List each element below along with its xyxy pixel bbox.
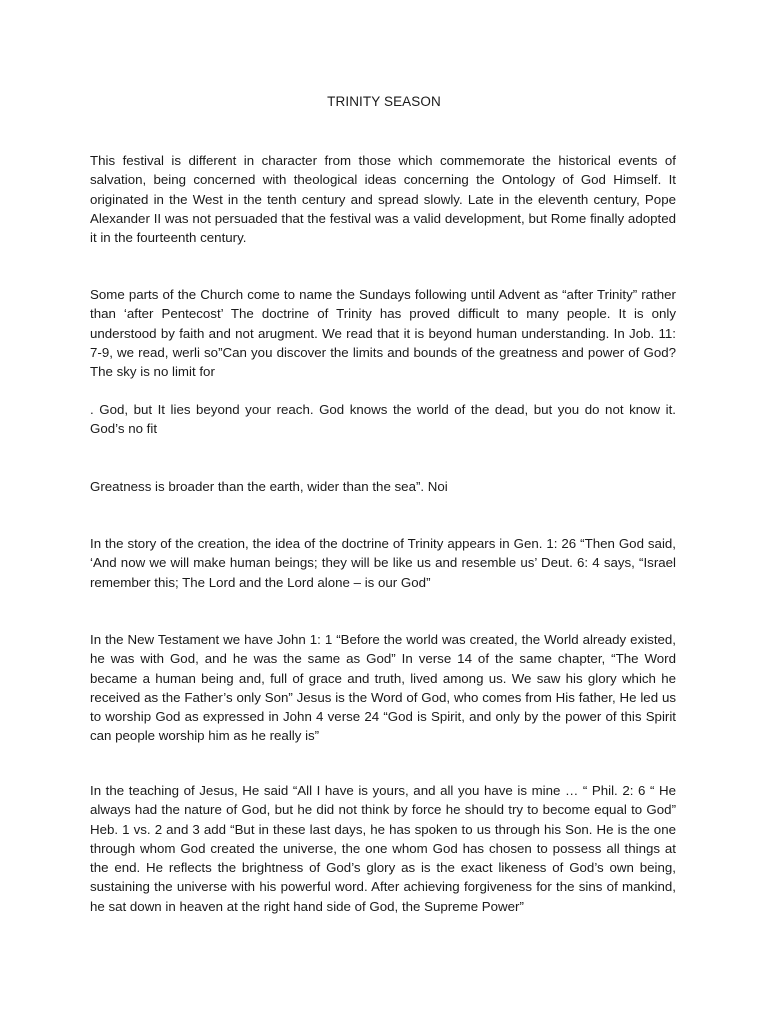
paragraph-beyond-reach: . God, but It lies beyond your reach. God knows the world of the dead, but you do not know it. God’s no fit (90, 402, 676, 437)
paragraph-creation-story: In the story of the creation, the idea of the doctrine of Trinity appears in Gen. 1: 26 “Then God said, ‘And now we will make human beings; they will be like us and resemble us’ Deut. 6: 4 says, “Israel remember this; The Lord and the Lord alone – is our God” (90, 536, 676, 590)
page-title: TRINITY SEASON (327, 94, 441, 109)
paragraph-greatness: Greatness is broader than the earth, wider than the sea”. Noi (90, 479, 448, 494)
paragraph-sundays-after-trinity: Some parts of the Church come to name the Sundays following until Advent as “after Trinity” rather than ‘after Pentecost’ The doctrine of Trinity has proved difficult to many people. It is only understood by faith and not arugment. We read that it is beyond human understanding. In Job. 11: 7-9, we read, werli so”Can you discover the limits and bounds of the greatness and power of God? The sky is no limit for (90, 287, 676, 380)
paragraph-new-testament: In the New Testament we have John 1: 1 “Before the world was created, the World already existed, he was with God, and he was the same as God” In verse 14 of the same chapter, “The Word became a human being and, full of grace and truth, lived among us. We saw his glory which he received as the Father’s only Son” Jesus is the Word of God, who comes from His father, He led us to worship God as expressed in John 4 verse 24 “God is Spirit, and only by the power of this Spirit can people worship him as he really is” (90, 632, 676, 744)
paragraph-teaching-of-jesus: In the teaching of Jesus, He said “All I have is yours, and all you have is mine … “ Phil. 2: 6 “ He always had the nature of God, but he did not think by force he should try to become equal to God” Heb. 1 vs. 2 and 3 add “But in these last days, he has spoken to us through his Son. He is the one through whom God created the universe, the one whom God has chosen to possess all things at the end. He reflects the brightness of God’s glory as is the exact likeness of God’s own being, sustaining the universe with his powerful word. After achieving forgiveness for the sins of mankind, he sat down in heaven at the right hand side of God, the Supreme Power” (90, 783, 676, 914)
paragraph-festival-origin: This festival is different in character from those which commemorate the historical events of salvation, being concerned with theological ideas concerning the Ontology of God Himself. It originated in the West in the tenth century and spread slowly. Late in the eleventh century, Pope Alexander II was not persuaded that the festival was a valid development, but Rome finally adopted it in the fourteenth century. (90, 153, 676, 246)
